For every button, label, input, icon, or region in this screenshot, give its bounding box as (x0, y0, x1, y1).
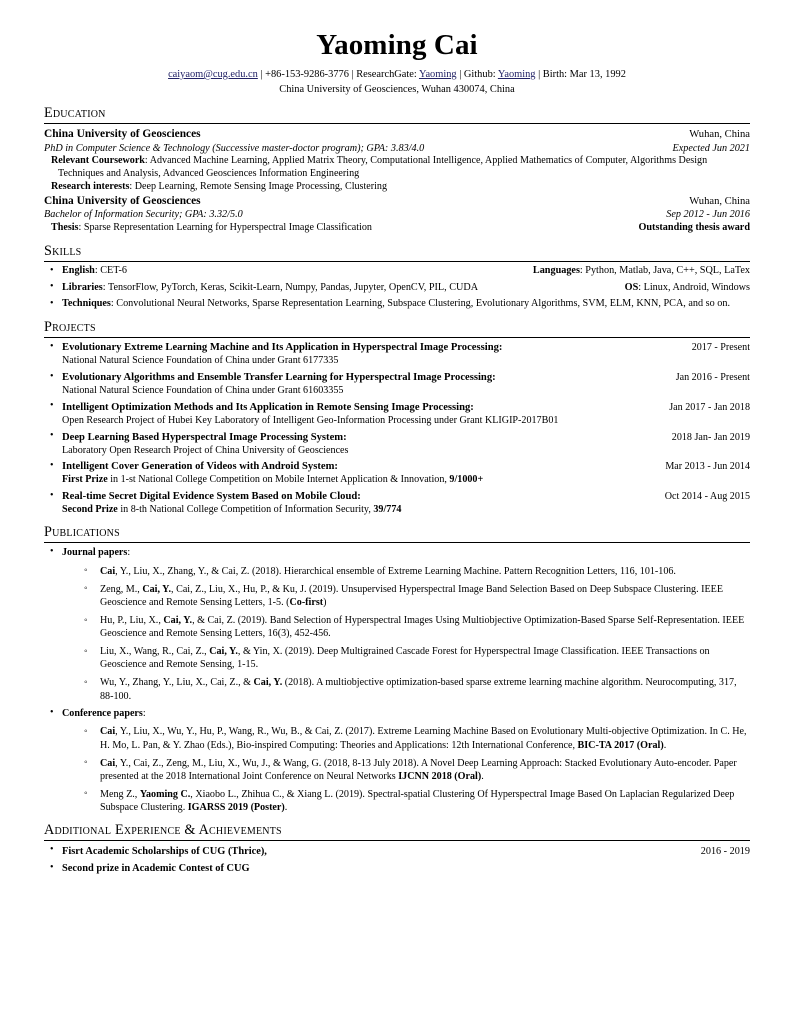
pub-j3-a: Liu, X., Wang, R., Cai, Z., (100, 646, 210, 658)
pub-c2-b: Yaoming C. (139, 788, 191, 800)
journal-papers-suffix: : (127, 546, 131, 558)
list-item (44, 862, 750, 875)
section-additional-experience (44, 823, 750, 875)
resume-header (44, 30, 750, 97)
additional-list (44, 845, 750, 876)
researchgate-label: ResearchGate: (356, 68, 419, 80)
education-detail-text-0-0: : Advanced Machine Learning, Applied Matrix Theory, Computational Intelligence, Applied Mathematics of Computer, Algorithms Design Techniques and Analysis, Advanced Geosciences Information Engineering (58, 155, 708, 180)
project-desc-3: Laboratory Open Research Project of China University of Geosciences (62, 444, 349, 456)
pub-j3-b: Cai, Y. (209, 646, 238, 658)
project-head-5 (62, 490, 750, 504)
pub-j1-e: ) (323, 596, 327, 608)
project-head-1 (62, 371, 750, 385)
section-heading-additional: Additional Experience & Achievements (44, 823, 750, 841)
birth-text: Birth: Mar 13, 1992 (542, 68, 626, 80)
education-degree-0: PhD in Computer Science & Technology (Successive master-doctor program); GPA: 3.83/4.0 (44, 142, 425, 154)
project-title-suffix-1: : (492, 372, 496, 384)
pub-j2-c: , & Cai, Z. (2019). Band Selection of Hyperspectral Images Using Multiobjective Optimization-Based Sparse Self-Representation. IEEE Geoscience and Remote Sensing Letters, 16(3), 452-456. (100, 615, 745, 640)
section-skills (44, 244, 750, 311)
project-title-wrap-0 (62, 341, 502, 355)
journal-papers-list (62, 565, 750, 703)
pub-j1-b: Cai, Y. (142, 583, 172, 595)
education-detail-text-0-1: : Deep Learning, Remote Sensing Image Processing, Clustering (129, 180, 388, 192)
achievement-row-1 (62, 862, 750, 875)
list-item (80, 757, 750, 783)
list-item (80, 725, 750, 751)
project-title-suffix-4: : (334, 461, 338, 473)
education-entry-sub-1 (44, 208, 750, 222)
project-title-wrap-2 (62, 401, 474, 415)
skill-row-1 (62, 282, 750, 295)
skill-right-0 (523, 265, 750, 278)
project-head-4 (62, 460, 750, 474)
skill-right-text-0: : Python, Matlab, Java, C++, SQL, LaTex (579, 265, 750, 277)
education-degree-1: Bachelor of Information Security; GPA: 3.32/5.0 (44, 209, 243, 221)
project-date-0: 2017 - Present (691, 342, 750, 354)
list-item (44, 371, 750, 397)
pub-c0-b: , Y., Liu, X., Wu, Y., Hu, P., Wang, R., Wu, B., & Cai, Z. (2017). Extreme Learning Machine Based on Evolutionary Multi-objective Optimization. In C. He, H. Mo, L. Pan, & Y. Zhao (Eds.), Bio-inspired Computing: Theories and Applications: 12th International Conference, (100, 726, 747, 751)
conference-papers-list (62, 725, 750, 814)
education-thesis-row (44, 222, 750, 235)
github-label: Github: (463, 68, 498, 80)
skill-right-text-1: : Linux, Android, Windows (638, 281, 750, 293)
contact-line (44, 67, 750, 82)
list-item (80, 645, 750, 671)
contact-separator-3: | (456, 68, 464, 80)
pub-j3-c: , & Yin, X. (2019). Deep Multigrained Cascade Forest for Hyperspectral Image Classification. IEEE Transactions on Geoscience and Remote Sensing, 1-15. (100, 646, 710, 671)
pub-j4-b: Cai, Y. (253, 677, 283, 689)
pub-c1-b: , Y., Cai, Z., Zeng, M., Liu, X., Wu, J., & Wang, G. (2018, 8-13 July 2018). A Novel Deep Learning Approach: Stacked Evolutionary Auto-encoder. Paper presented at the 2018 International Joint Conference on Neural Networks (100, 757, 737, 782)
pub-c1-d: . (481, 770, 484, 782)
pub-c1-c: IJCNN 2018 (Oral) (398, 770, 482, 782)
pub-c2-e: . (284, 802, 288, 814)
conference-papers-label: Conference papers (62, 707, 143, 719)
project-title-0: Evolutionary Extreme Learning Machine and Its Application in Hyperspectral Image Processing (62, 342, 499, 354)
publications-list (44, 547, 750, 814)
conference-papers-suffix: : (142, 707, 146, 719)
list-item (44, 490, 750, 516)
list-item (44, 460, 750, 486)
affiliation-line: China University of Geosciences, Wuhan 430074, China (279, 83, 515, 95)
list-item (44, 282, 750, 295)
skill-right-label-0: Languages (532, 265, 580, 277)
researchgate-link[interactable]: Yaoming (418, 68, 457, 80)
education-entry-header-1 (44, 194, 750, 209)
list-item (80, 676, 750, 702)
project-date-5: Oct 2014 - Aug 2015 (664, 491, 750, 503)
list-item (80, 788, 750, 814)
pub-c0-a: Cai (100, 726, 116, 738)
skill-right-1 (615, 282, 750, 295)
project-desc-tail-4: 9/1000+ (449, 474, 484, 486)
project-title-2: Intelligent Optimization Methods and Its Application in Remote Sensing Image Processing (62, 401, 471, 413)
pub-j1-c: , Cai, Z., Liu, X., Hu, P., & Ku, J. (2019). Unsupervised Hyperspectral Image Band Selection Based on Deep Subspace Clustering. IEEE Geoscience and Remote Sensing Letters, 1-5. ( (100, 583, 724, 608)
project-title-wrap-1 (62, 371, 496, 385)
education-date-0: Expected Jun 2021 (672, 142, 750, 154)
phone-text: +86-153-9286-3776 (265, 68, 349, 80)
project-desc-2: Open Research Project of Hubei Key Laboratory of Intelligent Geo-Information Processing under Grant KLIGIP-2017B01 (62, 414, 559, 426)
project-date-1: Jan 2016 - Present (675, 372, 750, 384)
skills-list (44, 265, 750, 311)
list-item (44, 341, 750, 367)
project-desc-prefix-4: First Prize (62, 474, 108, 486)
project-desc-body-5: in 8-th National College Competition of Information Security, (117, 504, 374, 516)
project-desc-0: National Natural Science Foundation of China under Grant 6177335 (62, 355, 339, 367)
pub-j1-d: Co-first (289, 596, 324, 608)
pub-c0-d: . (663, 739, 667, 751)
list-item (80, 583, 750, 609)
list-item (80, 565, 750, 578)
skill-label-1: Libraries (62, 281, 103, 293)
education-detail-0-0 (44, 155, 750, 180)
contact-separator-4: | (535, 68, 543, 80)
project-title-suffix-2: : (470, 401, 474, 413)
skill-left-0 (62, 265, 127, 278)
education-date-1: Sep 2012 - Jun 2016 (666, 209, 750, 221)
contact-separator-1: | (257, 68, 266, 80)
pub-j0-b: , Y., Liu, X., Zhang, Y., & Cai, Z. (2018). Hierarchical ensemble of Extreme Learning Machine. Pattern Recognition Letters, 116, 101-106. (115, 565, 676, 577)
journal-papers-label: Journal papers (62, 546, 128, 558)
project-title-suffix-0: : (498, 342, 503, 354)
skill-label-0: English (62, 265, 95, 277)
education-thesis-text: : Sparse Representation Learning for Hyperspectral Image Classification (78, 222, 372, 233)
projects-list (44, 341, 750, 516)
section-heading-skills: Skills (44, 244, 750, 262)
education-detail-label-0-1: Research interests (51, 180, 130, 192)
education-thesis-award: Outstanding thesis award (638, 222, 750, 233)
project-head-2 (62, 401, 750, 415)
achievement-date-0: 2016 - 2019 (700, 845, 750, 857)
project-desc-prefix-5: Second Prize (62, 504, 118, 516)
project-desc-body-4: in 1-st National College Competition on Mobile Internet Application & Innovation, (107, 474, 450, 486)
pub-j0-a: Cai (100, 565, 116, 577)
project-desc-1: National Natural Science Foundation of China under Grant 61603355 (62, 385, 344, 397)
project-title-5: Real-time Secret Digital Evidence System Based on Mobile Cloud (62, 491, 358, 503)
list-item (44, 431, 750, 457)
achievement-row-0 (62, 845, 750, 859)
skill-text-2: : Convolutional Neural Networks, Sparse Representation Learning, Subspace Clustering, Evolutionary Algorithms, SVM, ELM, KNN, PCA, and so on. (110, 298, 730, 310)
project-head-0 (62, 341, 750, 355)
list-item (44, 401, 750, 427)
pub-c2-d: IGARSS 2019 (Poster) (187, 802, 285, 814)
list-item (44, 708, 750, 814)
education-thesis-label: Thesis (51, 222, 79, 233)
contact-separator-2: | (348, 68, 357, 80)
list-item (44, 547, 750, 703)
section-heading-publications: Publications (44, 525, 750, 543)
pub-j1-a: Zeng, M., (100, 583, 143, 595)
journal-papers-heading (62, 547, 750, 560)
email-link[interactable]: caiyaom@cug.edu.cn (168, 68, 258, 80)
project-title-suffix-5: : (357, 491, 361, 503)
project-head-3 (62, 431, 750, 445)
project-date-2: Jan 2017 - Jan 2018 (669, 401, 750, 413)
project-title-1: Evolutionary Algorithms and Ensemble Transfer Learning for Hyperspectral Image Processing (62, 372, 493, 384)
section-heading-projects: Projects (44, 320, 750, 338)
education-location-1: Wuhan, China (689, 195, 750, 207)
project-desc-tail-5: 39/774 (373, 504, 402, 516)
list-item (44, 845, 750, 859)
project-title-wrap-4 (62, 460, 338, 474)
education-detail-0-1 (44, 181, 750, 194)
pub-c1-a: Cai (100, 757, 116, 769)
section-publications (44, 525, 750, 814)
project-title-3: Deep Learning Based Hyperspectral Image Processing System (62, 431, 344, 443)
pub-c2-a: Meng Z., (100, 788, 140, 800)
achievement-text-1: • Second prize in Academic Contest of CUG (62, 863, 250, 874)
skill-row-0 (62, 265, 750, 278)
education-entry-header-0 (44, 127, 750, 142)
skill-text-0: : CET-6 (94, 265, 128, 277)
list-item (44, 265, 750, 278)
skill-left-1 (62, 282, 478, 295)
project-date-3: 2018 Jan- Jan 2019 (671, 431, 750, 443)
pub-c0-c: BIC-TA 2017 (Oral) (577, 739, 664, 751)
github-link[interactable]: Yaoming (497, 68, 536, 80)
pub-c2-c: , Xiaobo L., Zhihua C., & Xiang L. (2019). Spectral-spatial Clustering Of Hyperspectral Image Based On Laplacian Regularized Deep Subspace Clustering. (100, 788, 735, 814)
project-date-4: Mar 2013 - Jun 2014 (665, 461, 750, 473)
skill-row-2 (62, 298, 750, 311)
section-education (44, 106, 750, 235)
achievement-text-0: • Fisrt Academic Scholarships of CUG (Thrice), (62, 845, 267, 857)
pub-j4-c: (2018). A multiobjective optimization-based sparse extreme learning machine algorithm. Neurocomputing, 317, 88-100. (100, 677, 737, 702)
project-desc-5 (62, 504, 750, 516)
project-title-suffix-3: : (343, 431, 347, 443)
pub-j2-a: Hu, P., Liu, X., (100, 615, 164, 627)
project-desc-4 (62, 474, 750, 486)
project-title-wrap-3 (62, 431, 347, 445)
education-location-0: Wuhan, China (689, 128, 750, 140)
skill-text-1: : TensorFlow, PyTorch, Keras, Scikit-Learn, Numpy, Pandas, Jupyter, OpenCV, PIL, CUDA (102, 281, 479, 293)
skill-right-label-1: OS (624, 281, 639, 293)
education-entry-sub-0 (44, 142, 750, 156)
education-org-0: China University of Geosciences (44, 127, 201, 140)
conference-papers-heading (62, 708, 750, 721)
education-detail-label-0-0: Relevant Coursework (51, 155, 145, 167)
pub-j4-a: Wu, Y., Zhang, Y., Liu, X., Cai, Z., & (100, 677, 254, 689)
project-title-wrap-5 (62, 490, 361, 504)
page-title: Yaoming Cai (316, 29, 478, 61)
education-org-1: China University of Geosciences (44, 194, 201, 207)
list-item (44, 298, 750, 311)
section-projects (44, 320, 750, 517)
education-thesis (44, 222, 372, 235)
section-heading-education: Education (44, 106, 750, 124)
pub-j2-b: Cai, Y. (163, 615, 193, 627)
project-title-4: Intelligent Cover Generation of Videos with Android System (62, 461, 335, 473)
list-item (80, 614, 750, 640)
skill-label-2: Techniques (62, 298, 111, 310)
